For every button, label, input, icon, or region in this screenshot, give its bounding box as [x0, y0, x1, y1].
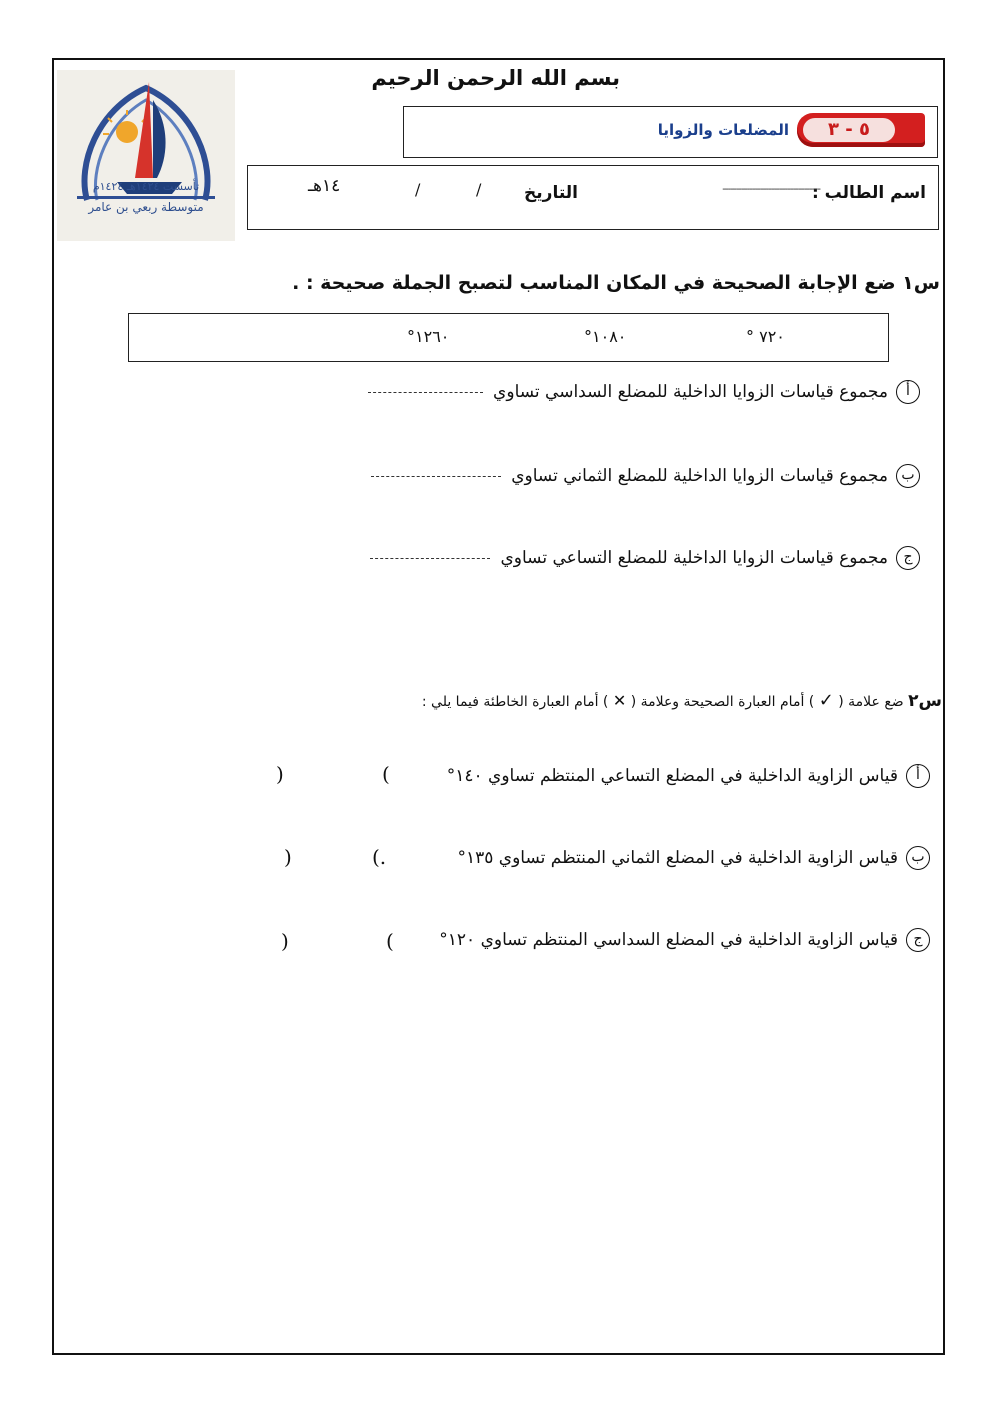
- student-info-box: [247, 165, 939, 230]
- q2-a-close-paren[interactable]: ): [276, 762, 284, 786]
- q2-b-open-paren: (.: [372, 845, 387, 869]
- logo-text-bottom: متوسطة ربعي بن عامر: [88, 200, 204, 214]
- logo-emblem-icon: [57, 70, 235, 241]
- lesson-title: المضلعات والزوايا: [657, 121, 789, 139]
- q2-item-b: [457, 846, 930, 870]
- logo-text-top: تأسست ١٤٢٤هـ ١٤٢٤م: [92, 180, 200, 193]
- option-720: ٧٢٠ °: [746, 327, 785, 346]
- marker-c: ج: [896, 546, 920, 570]
- q2-c-open-paren: (: [386, 929, 394, 953]
- answer-blank-a[interactable]: [368, 391, 483, 393]
- date-year[interactable]: ١٤هـ: [308, 176, 341, 196]
- q2-b-close-paren[interactable]: ): [284, 845, 292, 869]
- q2-item-c-text: قياس الزاوية الداخلية في المضلع السداسي المنتظم تساوي ١٢٠°: [439, 930, 898, 950]
- check-mark-icon: ✓: [818, 690, 834, 711]
- q1-item-a: [368, 380, 920, 404]
- basmala: بسم الله الرحمن الرحيم: [371, 66, 620, 90]
- marker-a: أ: [896, 380, 920, 404]
- q2-item-c: [439, 928, 930, 952]
- q2-title-part1: ضع علامة (: [838, 694, 904, 710]
- q1-item-c-text: مجموع قياسات الزوايا الداخلية للمضلع التساعي تساوي: [500, 548, 888, 568]
- marker-a: أ: [906, 764, 930, 788]
- q1-item-b: [371, 464, 920, 488]
- marker-c: ج: [906, 928, 930, 952]
- answer-blank-c[interactable]: [370, 557, 490, 559]
- marker-b: ب: [906, 846, 930, 870]
- date-slash-1: /: [476, 180, 482, 199]
- school-logo: [57, 70, 235, 241]
- date-slash-2: /: [415, 180, 421, 199]
- question-2-title: [422, 690, 942, 711]
- q2-a-open-paren: (: [382, 762, 390, 786]
- date-label: التاريخ: [524, 183, 578, 203]
- lesson-title-box: [403, 106, 938, 158]
- lesson-number-badge: [797, 113, 925, 147]
- q2-item-a-text: قياس الزاوية الداخلية في المضلع التساعي المنتظم تساوي ١٤٠°: [446, 766, 898, 786]
- q1-item-a-text: مجموع قياسات الزوايا الداخلية للمضلع السداسي تساوي: [493, 382, 888, 402]
- lesson-number: ٥ - ٣: [803, 118, 895, 142]
- option-1080: ١٠٨٠°: [584, 327, 627, 346]
- option-1260: ١٢٦٠°: [407, 327, 450, 346]
- cross-mark-icon: ✕: [612, 691, 627, 710]
- answer-options-box: [128, 313, 889, 362]
- q2-item-a: [447, 764, 930, 788]
- q2-title-part2: ) أمام العبارة الصحيحة وعلامة (: [630, 694, 815, 710]
- q1-item-b-text: مجموع قياسات الزوايا الداخلية للمضلع الثماني تساوي: [511, 466, 888, 486]
- answer-blank-b[interactable]: [371, 475, 501, 477]
- q2-item-b-text: قياس الزاوية الداخلية في المضلع الثماني المنتظم تساوي ١٣٥°: [457, 848, 898, 868]
- marker-b: ب: [896, 464, 920, 488]
- q1-item-c: [370, 546, 920, 570]
- student-name-label: اسم الطالب :: [811, 183, 926, 203]
- q2-title-part3: ) أمام العبارة الخاطئة فيما يلي :: [421, 694, 609, 710]
- q2-label: س٢: [908, 691, 942, 711]
- q2-c-close-paren[interactable]: ): [281, 929, 289, 953]
- question-1-title: س١ ضع الإجابة الصحيحة في المكان المناسب لتصبح الجملة صحيحة : .: [292, 272, 940, 294]
- student-name-field[interactable]: ------------------------------------: [722, 182, 820, 195]
